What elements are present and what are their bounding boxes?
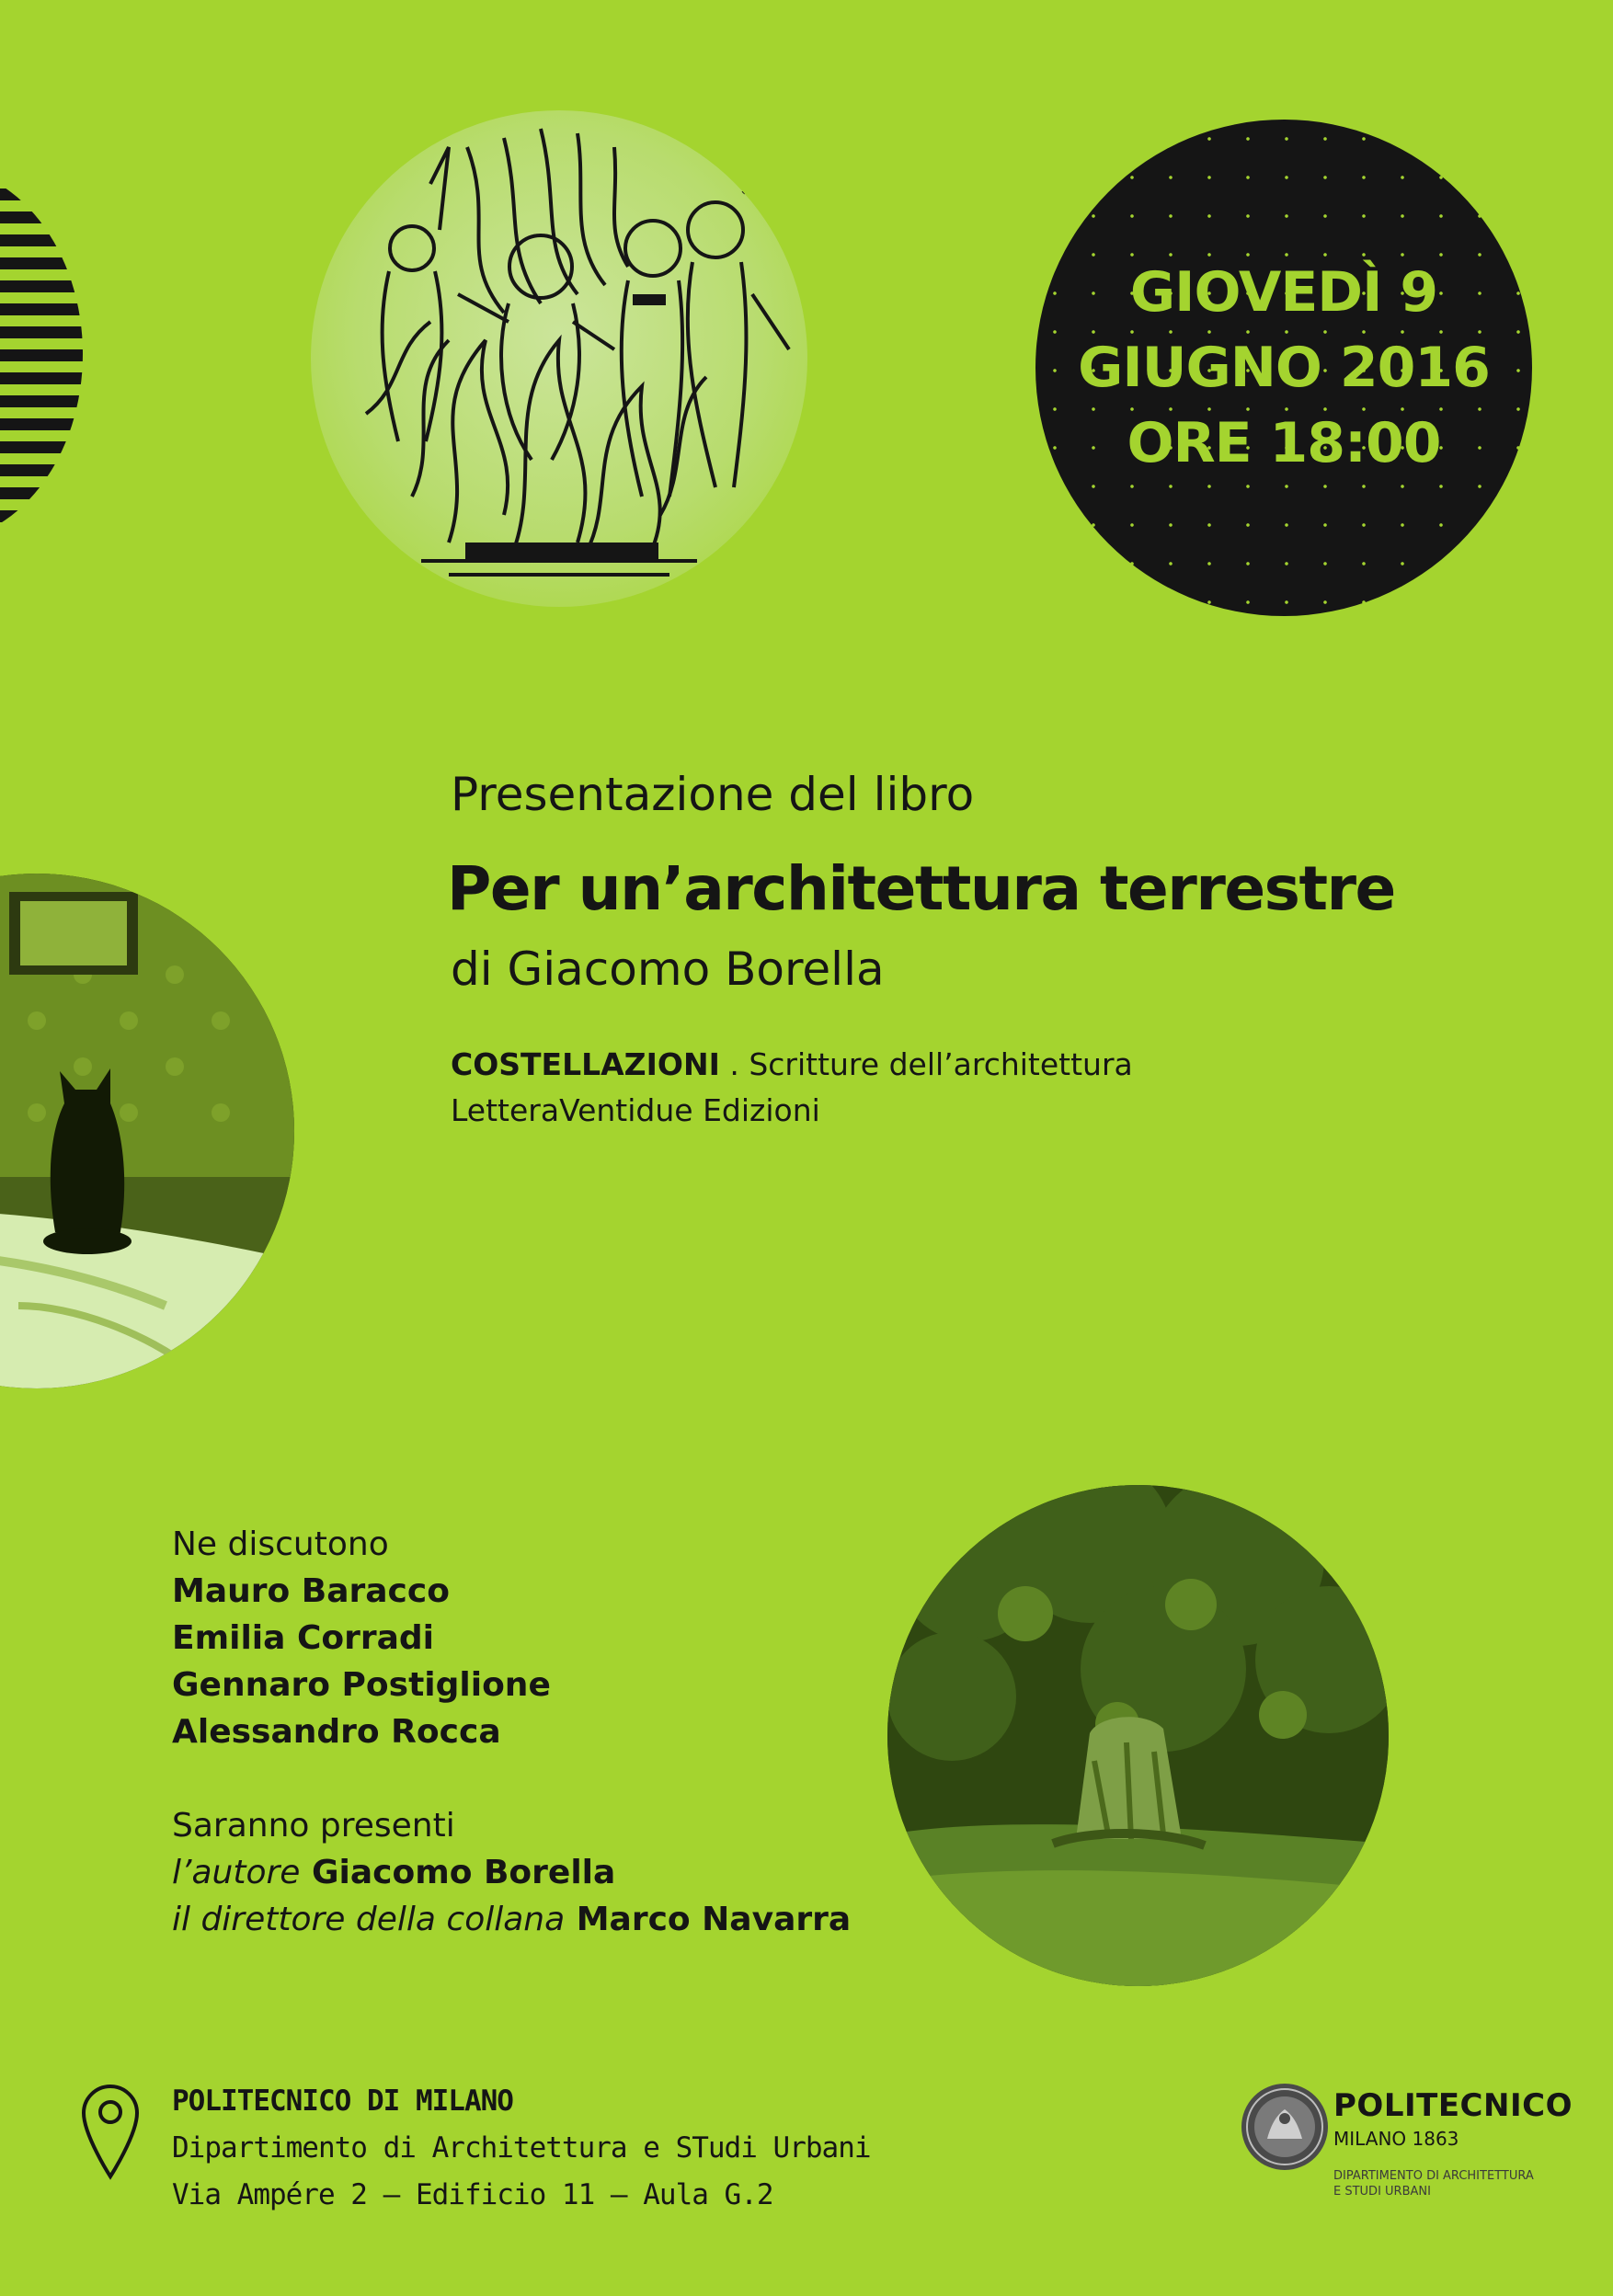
woodcut-illustration bbox=[311, 110, 807, 607]
logo-city: MILANO 1863 bbox=[1333, 2128, 1459, 2150]
logo-department-line: DIPARTIMENTO DI ARCHITETTURA bbox=[1333, 2169, 1534, 2183]
book-publisher: LetteraVentidue Edizioni bbox=[451, 1092, 820, 1128]
discussant-name: Alessandro Rocca bbox=[172, 1713, 501, 1751]
attendee-author-role: l’autore bbox=[172, 1854, 301, 1891]
book-author: di Giacomo Borella bbox=[451, 942, 885, 996]
attendee-director bbox=[172, 1896, 851, 1943]
cat-photo-drawing bbox=[0, 874, 294, 1388]
event-time: ORE 18:00 bbox=[1127, 411, 1441, 475]
tree-stump-drawing bbox=[887, 1485, 1389, 1986]
presentation-intro: Presentazione del libro bbox=[451, 768, 975, 821]
logo-department-line: E STUDI URBANI bbox=[1333, 2185, 1431, 2199]
event-date-badge bbox=[1035, 120, 1532, 616]
book-series bbox=[451, 1046, 1133, 1082]
attendee-author bbox=[172, 1849, 851, 1896]
book-title: Per un’architettura terrestre bbox=[447, 853, 1395, 924]
map-pin-icon bbox=[78, 2080, 143, 2181]
event-month-year: GIUGNO 2016 bbox=[1078, 336, 1490, 400]
venue-institution: POLITECNICO DI MILANO bbox=[172, 2085, 513, 2118]
discussants-list bbox=[172, 1568, 551, 1755]
cat-photo bbox=[0, 874, 294, 1388]
seal-shape bbox=[1240, 2082, 1330, 2172]
tree-stump-photo bbox=[887, 1485, 1389, 1986]
discussants-intro: Ne discutono bbox=[172, 1525, 389, 1563]
venue-room: Via Ampére 2 – Edificio 11 – Aula G.2 bbox=[172, 2178, 773, 2211]
series-name: COSTELLAZIONI bbox=[451, 1046, 720, 1082]
woodcut-drawing bbox=[311, 110, 807, 607]
venue-department: Dipartimento di Architettura e STudi Urbani bbox=[172, 2131, 871, 2165]
event-day: GIOVEDÌ 9 bbox=[1129, 260, 1438, 325]
attendee-director-name: Marco Navarra bbox=[565, 1901, 852, 1938]
attendees-intro: Saranno presenti bbox=[172, 1807, 455, 1845]
logo-name: POLITECNICO bbox=[1333, 2087, 1573, 2124]
striped-circle-decoration bbox=[0, 166, 83, 543]
attendee-director-role: il direttore della collana bbox=[172, 1901, 566, 1938]
map-pin-shape bbox=[78, 2080, 143, 2181]
politecnico-seal-icon bbox=[1240, 2082, 1330, 2172]
discussant-name: Mauro Baracco bbox=[172, 1572, 450, 1610]
discussant-name: Emilia Corradi bbox=[172, 1619, 435, 1657]
attendees-list bbox=[172, 1849, 851, 1943]
attendee-author-name: Giacomo Borella bbox=[300, 1854, 616, 1891]
discussant-name: Gennaro Postiglione bbox=[172, 1666, 551, 1704]
series-subtitle: . Scritture dell’architettura bbox=[719, 1046, 1133, 1082]
venue-address bbox=[172, 2078, 871, 2219]
logo-department bbox=[1333, 2168, 1534, 2199]
